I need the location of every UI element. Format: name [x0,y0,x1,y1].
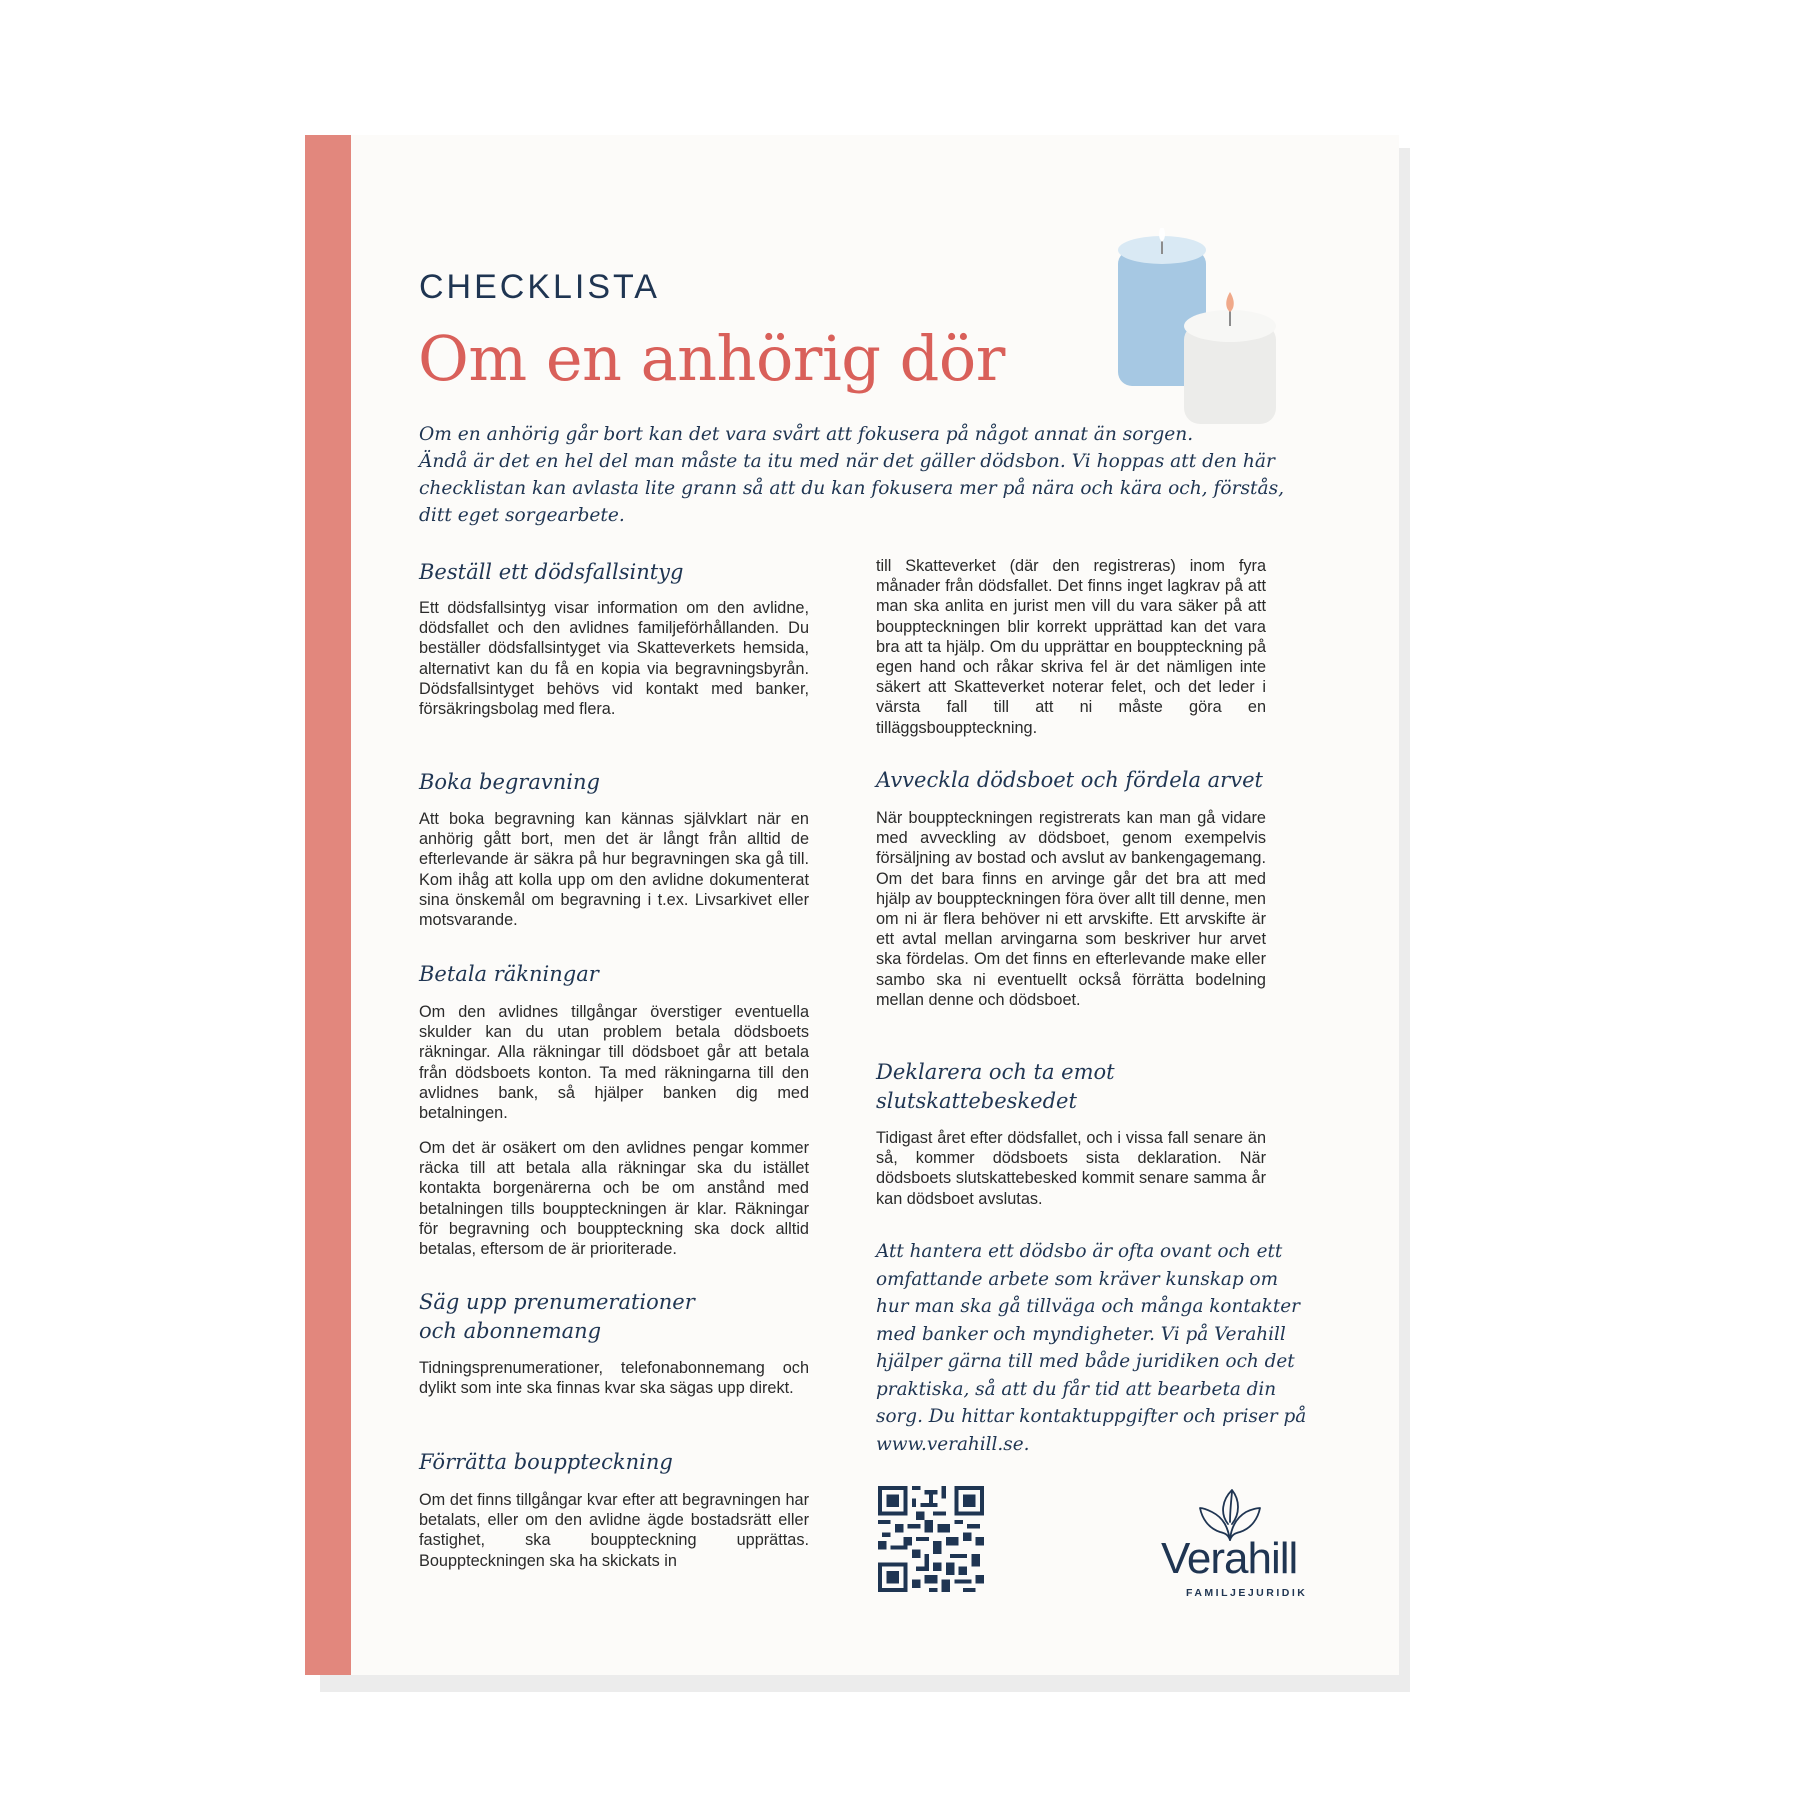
section-heading-prenumerationer [419,1288,809,1346]
accent-stripe [305,135,351,1675]
section-body-bouppteckning-continued: till Skatteverket (där den registreras) inom fyra månader från dödsfallet. Det finns inget lagkrav på att man ska anlita en jurist men vill du vara säker på att bouppteckningen blir korrekt upprättad kan det vara bra att ta hjälp. Om du upprättar en bouppteckning på egen hand och råkar skriva fel är det nämligen inte säkert att Skatteverket noterar felet, och det leder i värsta fall till att ni måste göra en tilläggsbouppteckning. [876,557,1266,737]
intro-line: Om en anhörig går bort kan det vara svårt att fokusera på något annat än sorgen. [419,424,1194,445]
section-body-avveckla: När bouppteckningen registrerats kan man gå vidare med avveckling av dödsboet, genom exempelvis försäljning av bostad och avslut av bankengagemang. Om det bara finns en arvinge går det bra att med hjälp av bouppteckningen föra över allt till denne, men om ni är flera behöver ni ett arvskifte. Ett arvskifte är ett avtal mellan arvingarna som beskriver hur arvet ska fördelas. Om det finns en efterlevande make eller sambo ska ni eventuellt också förrätta bodelning mellan denne och dödsboet. [876,809,1266,1009]
candles-icon [1118,228,1288,434]
closing-line: hur man ska gå tillväga och många kontakter [876,1296,1300,1317]
section-body-dodsfallsintyg: Ett dödsfallsintyg visar information om den avlidne, dödsfallet och den avlidnes familjeförhållanden. Du beställer dödsfallsintyget via Skatteverkets hemsida, alternativt kan du få en kopia via begravningsbyrån. Dödsfallsintyget behövs vid kontakt med banker, försäkringsbolag med flera. [419,599,809,719]
section-heading-begravning: Boka begravning [419,770,600,794]
closing-line: sorg. Du hittar kontaktuppgifter och priser på [876,1406,1307,1427]
intro-line: Ändå är det en hel del man måste ta itu med när det gäller dödsbon. Vi hoppas att den här [419,451,1275,472]
section-body-prenumerationer: Tidningsprenumerationer, telefonabonnemang och dylikt som inte ska finnas kvar ska sägas upp direkt. [419,1359,809,1398]
closing-line: hjälper gärna till med både juridiken och det [876,1351,1295,1372]
closing-paragraph [876,1238,1307,1458]
closing-line: praktiska, så att du får tid att bearbeta din [876,1378,1277,1400]
intro-paragraph [419,421,1285,529]
heading-line: slutskattebeskedet [876,1089,1077,1113]
eyebrow-label: CHECKLISTA [419,268,660,306]
qr-code-icon[interactable] [878,1486,984,1592]
section-heading-deklarera [876,1058,1266,1116]
intro-line: checklistan kan avlasta lite grann så att du kan fokusera mer på nära och kära och, förstås, [419,478,1285,499]
section-heading-dodsfallsintyg: Beställ ett dödsfallsintyg [419,560,684,584]
intro-line: ditt eget sorgearbete. [419,505,625,526]
closing-line: med banker och myndigheter. Vi på Verahill [876,1323,1286,1345]
section-body-rakningar-1: Om den avlidnes tillgångar överstiger eventuella skulder kan du utan problem betala dödsboets räkningar. Alla räkningar till dödsboet går att betala från dödsboets konton. Ta med räkningarna till den avlidnes bank, så hjälper banken dig med betalningen. [419,1003,809,1123]
heading-line: Säg upp prenumerationer [419,1290,695,1314]
section-heading-rakningar: Betala räkningar [419,962,599,986]
closing-line: omfattande arbete som kräver kunskap om [876,1268,1279,1290]
section-heading-avveckla: Avveckla dödsboet och fördela arvet [876,768,1263,792]
closing-line: Att hantera ett dödsbo är ofta ovant och ett [876,1241,1283,1262]
section-body-bouppteckning: Om det finns tillgångar kvar efter att begravningen har betalats, eller om den avlidne ägde bostadsrätt eller fastighet, ska bouppteckning upprättas. Bouppteckningen ska ha skickats in [419,1491,809,1570]
section-body-begravning: Att boka begravning kan kännas självklart när en anhörig gått bort, men det är långt från alltid de efterlevande är säkra på hur begravningen ska gå till. Kom ihåg att kolla upp om den avlidne dokumenterat sina önskemål om begravning i t.ex. Livsarkivet eller motsvarande. [419,810,809,930]
section-body-rakningar-2: Om det är osäkert om den avlidnes pengar kommer räcka till att betala alla räkningar ska du istället kontakta borgenärerna och be om anstånd med betalningen tills bouppteckningen är klar. Räkningar för begravning och bouppteckning ska dock alltid betalas, eftersom de är prioriterade. [419,1139,809,1259]
brand-wordmark: Verahill [1161,1534,1298,1583]
page-title: Om en anhörig dör [418,322,1005,395]
section-body-deklarera: Tidigast året efter dödsfallet, och i vissa fall senare än så, kommer dödsboets sista deklaration. När dödsboets slutskattebesked kommit senare samma år kan dödsboet avslutas. [876,1129,1266,1208]
heading-line: och abonnemang [419,1319,602,1343]
section-heading-bouppteckning: Förrätta bouppteckning [419,1450,673,1474]
closing-link[interactable]: www.verahill.se. [876,1433,1030,1455]
heading-line: Deklarera och ta emot [876,1060,1115,1084]
brand-tagline: FAMILJEJURIDIK [1186,1587,1308,1599]
